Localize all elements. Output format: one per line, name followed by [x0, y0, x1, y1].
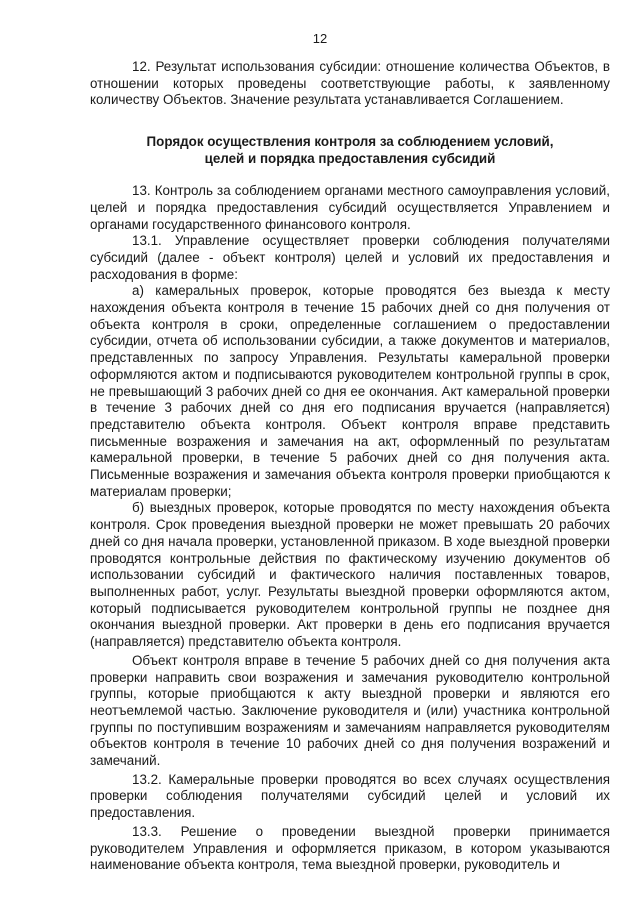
paragraph-12-result: 12. Результат использования субсидии: отношение количества Объектов, в отношении которых проведены соответствующие работы, к заявленному количеству Объектов. Значение результата устанавливается Соглашением.	[90, 59, 610, 108]
paragraph-13-1-inspections: 13.1. Управление осуществляет проверки соблюдения получателями субсидий (далее - объект контроля) целей и условий их предоставления и расходования в форме:	[90, 233, 610, 282]
paragraph-b-field-inspections: б) выездных проверок, которые проводятся по месту нахождения объекта контроля. Срок проведения выездной проверки не может превышать 20 рабочих дней со дня начала проверки, установленной приказом. В ходе выездной проверки проводятся контрольные действия по фактическому изучению документов об использовании субсидий и фактического наличия поставленных товаров, выполненных работ, услуг. Результаты выездной проверки оформляются актом, который подписывается руководителем контрольной группы не позднее дня окончания выездной проверки. Акт проверки в день его подписания вручается (направляется) представителю объекта контроля.	[90, 500, 610, 650]
section-heading-line-1: Порядок осуществления контроля за соблюдением условий,	[146, 134, 554, 150]
section-heading	[90, 133, 610, 167]
paragraph-a-desk-inspections: а) камеральных проверок, которые проводятся без выезда к месту нахождения объекта контроля в течение 15 рабочих дней со дня получения от объекта контроля в сроки, определенные соглашением о предоставлении субсидии, отчета об использовании субсидии, а также документов и материалов, представленных по запросу Управления. Результаты камеральной проверки оформляются актом и подписываются руководителем контрольной группы в срок, не превышающий 3 рабочих дней со дня ее окончания. Акт камеральной проверки в течение 3 рабочих дней со дня его подписания вручается (направляется) представителю объекта контроля. Объект контроля вправе представить письменные возражения и замечания на акт, оформленный по результатам камеральной проверки, в течение 5 рабочих дней со дня получения акта. Письменные возражения и замечания объекта контроля проверки приобщаются к материалам проверки;	[90, 283, 610, 499]
paragraph-13-2-desk-cases: 13.2. Камеральные проверки проводятся во всех случаях осуществления проверки соблюдения получателями субсидий целей и условий их предоставления.	[90, 771, 610, 821]
document-body	[90, 59, 610, 874]
paragraph-13-control: 13. Контроль за соблюдением органами местного самоуправления условий, целей и порядка предоставления субсидий осуществляется Управлением и органами государственного финансового контроля.	[90, 183, 610, 232]
section-heading-line-2: целей и порядка предоставления субсидий	[204, 151, 496, 167]
paragraph-objections: Объект контроля вправе в течение 5 рабочих дней со дня получения акта проверки направить свои возражения и замечания руководителю контрольной группы, которые приобщаются к акту выездной проверки и являются его неотъемлемой частью. Заключение руководителя и (или) участника контрольной группы по поступившим возражениям и замечаниям направляется руководителям объектов контроля в течение 10 рабочих дней со дня получения возражений и замечаний.	[90, 652, 610, 769]
page-number: 12	[312, 31, 328, 46]
paragraph-13-3-field-decision: 13.3. Решение о проведении выездной проверки принимается руководителем Управления и оформляется приказом, в котором указываются наименование объекта контроля, тема выездной проверки, руководитель и	[90, 823, 610, 873]
